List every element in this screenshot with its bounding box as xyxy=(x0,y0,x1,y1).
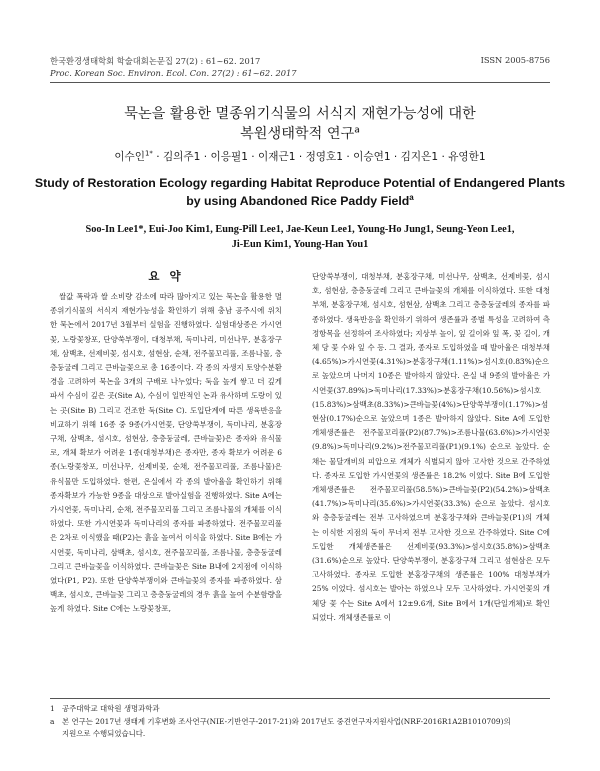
paper-title-ko xyxy=(0,104,600,144)
footnote-funding-cont: 지원으로 수행되었습니다. xyxy=(62,729,146,738)
header-rule xyxy=(50,82,550,83)
abstract-paragraph-right: 단양쑥부쟁이, 대청부채, 분홍장구채, 미선나무, 삼백초, 선제비꽃, 섬시호, 섬현삼, 층층둥굴레 그리고 큰바늘꽃의 개체를 이식하였다. 또한 대청부채, 분홍장구채, 섬시호, 섬현삼, 삼백초 그리고 층층둥굴레의 종자를 파종하였다. 생육반응을 확인하기 위하여 생존률과 종별 특성을 고려하여 측정항목을 선정하여 조사하였다; 지상부 높이, 잎 길이와 잎 폭, 꽃 길이, 개체 당 꽃 수와 잎 수 등. 그 결과, 종자로 도입하였을 때 발아율은 대청부채(4.65%)>가시연꽃(4.31%)>분홍장구채(1.11%)>섬시호(0.83%)순으로 높았으며 나머지 10종은 발아하지 않았다. 온실 내 9종의 발아율은 가시연꽃(37.89%)>독미나리(17.33%)>분홍장구채(10.56%)>섬시호(15.83%)>삼백초(8.33%)>큰바늘꽃(4%)>단양쑥부쟁이(1.17%)>섬현삼(0.17%)순으로 높았으며 1종은 발아하지 않았다. Site A에 도입한 개체생존률은 전주물꼬리풀(P2)(87.7%)>조름나물(63.6%)>가시연꽃(9.8%)>독미나리(9.2%)>전주물꼬리풀(P1)(9.1%) 순으로 높았다. 순채는 물달개비의 피압으로 개체가 식별되지 않아 고사한 것으로 간주하였다. 종자로 도입한 가시연꽃의 생존률은 18.2% 이었다. Site B에 도입한 개체생존률은 전주물꼬리풀(58.5%)>큰바늘꽃(P2)(54.2%)>삼백초(41.7%)>독미나리(35.6%)>가시연꽃(33.3%) 순으로 높았다. 섬시호와 층층둥굴레는 전부 고사하였으며 분홍장구채와 큰바늘꽃(P1)의 개체는 이식한 지점의 둑이 무너져 전부 고사한 것으로 간주하였다. Site C에 도입한 개체생존률은 선제비꽃(93.3%)>섬시호(35.8%)>삼백초(31.6%)순으로 높았다. 단양쑥부쟁이, 분홍장구채 그리고 섬현삼은 모두 고사하였다. 종자로 도입한 분홍장구채의 생존률은 100% 대청부채가 25% 이었다. 섬시호는 발아는 하였으나 모두 고사하였다. 가시연꽃의 개체당 꽃 수는 Site A에서 12±9.6개, Site B에서 1개(단일개체)로 확인되었다. 개체생존률로 이 xyxy=(312,272,550,622)
abstract-right-column xyxy=(312,270,550,625)
authors-en-line2: Ji-Eun Kim1, Young-Han You1 xyxy=(231,239,369,250)
authors-en xyxy=(0,222,600,252)
footnote-rule xyxy=(50,698,550,699)
journal-header xyxy=(50,55,297,79)
abstract-paragraph-left: 쌀값 폭락과 쌀 소비량 감소에 따라 많아지고 있는 묵논을 활용한 멸종위기식물의 서식지 재현가능성을 확인하기 위해 충남 공주시에 위치한 묵논에서 2017년 3월부터 실험을 진행하였다. 실험대상종은 가시연꽃, 노랑꽃창포, 단양쑥부쟁이, 대청부채, 독미나리, 미선나무, 분홍장구채, 삼백초, 선제비꽃, 섬시호, 섬현삼, 순채, 전주물꼬리풀, 조름나물, 층층둥굴레 그리고 큰바늘꽃으로 총 16종이다. 각 종의 자생지 토양수분환경을 고려하여 묵논을 3개의 구배로 나누었다; 둑을 높게 쌓고 더 깊게 파서 수심이 깊은 곳(Site A), 수심이 일반적인 논과 유사하며 도랑이 있는 곳(Site B) 그리고 건조한 둑(Site C). 도입단계에 따른 생육반응을 비교하기 위해 16종 중 9종(가시연꽃, 단양쑥부쟁이, 독미나리, 분홍장구채, 삼백초, 섬시호, 섬현삼, 층층둥굴레, 큰바늘꽃)은 종자와 유식물로, 개체 확보가 어려운 1종(대청부채)은 종자만, 종자 확보가 어려운 6종(노랑꽃창포, 미선나무, 선제비꽃, 순채, 전주물꼬리풀, 조름나물)은 유식물만 도입하였다. 한편, 온실에서 각 종의 발아율을 확인하기 위해 종자확보가 가능한 9종을 대상으로 발아실험을 진행하였다. Site A에는 가시연꽃, 독미나리, 순채, 전주물꼬리풀 그리고 조름나물의 개체를 이식하였다. 또한 가시연꽃과 독미나리의 종자를 파종하였다. 전주물꼬리풀은 2차로 이식했을 때(P2)는 흙을 높여서 이식을 하였다. Site B에는 가시연꽃, 독미나리, 삼백초, 섬시호, 전주물꼬리풀, 조름나물, 층층둥굴레 그리고 큰바늘꽃을 이식하였다. 큰바늘꽃은 Site B내에 2지점에 이식하였다(P1, P2). 또한 단양쑥부쟁이와 큰바늘꽃의 종자를 파종하였다. 삼백초, 섬시호, 큰바늘꽃 그리고 층층둥굴레의 경우 흙을 높여 수분함량을 높게 하였다. Site C에는 노랑꽃창포, xyxy=(50,292,282,614)
abstract-left-column xyxy=(50,290,282,617)
first-author-mark: 1* xyxy=(145,149,153,158)
title-ko-line1: 묵논을 활용한 멸종위기식물의 서식지 재현가능성에 대한 xyxy=(124,106,476,122)
paper-title-en: Study of Restoration Ecology regarding Habitat Reproduce Potential of Endangered Plants by using Abandoned Rice Paddy Field$^a$ xyxy=(34,176,566,208)
abstract-heading: 요 약 xyxy=(148,269,184,283)
title-ko-mark: a xyxy=(354,124,360,136)
authors-ko: 이수인$^{1*}$ · 김의주1 · 이응필1 · 이재근1 · 정영호1 · 이승연1 · 김지은1 · 유영한1 xyxy=(114,149,486,163)
issn: ISSN 2005-8756 xyxy=(480,55,550,65)
title-ko-line2: 복원생태학적 연구$^a$ xyxy=(240,124,360,142)
title-en-mark: a xyxy=(409,192,414,202)
journal-citation-en: Proc. Korean Soc. Environ. Ecol. Con. 27(2) : 61~62. 2017 xyxy=(50,68,297,78)
footnotes xyxy=(50,703,550,741)
journal-citation-ko: 한국환경생태학회 학술대회논문집 27(2) : 61~62. 2017 xyxy=(50,56,261,66)
footnote-funding: a 본 연구는 2017년 생태계 기후변화 조사연구(NIE-기반연구-2017-21)와 2017년도 중견연구자지원사업(NRF-2016R1A2B1010709)의 xyxy=(50,716,511,726)
authors-en-line1: Soo-In Lee1*, Eui-Joo Kim1, Eung-Pill Lee1, Jae-Keun Lee1, Young-Ho Jung1, Seung-Yeon Lee1, xyxy=(85,224,515,235)
footnote-affiliation: 1 공주대학교 대학원 생명과학과 xyxy=(50,704,160,713)
